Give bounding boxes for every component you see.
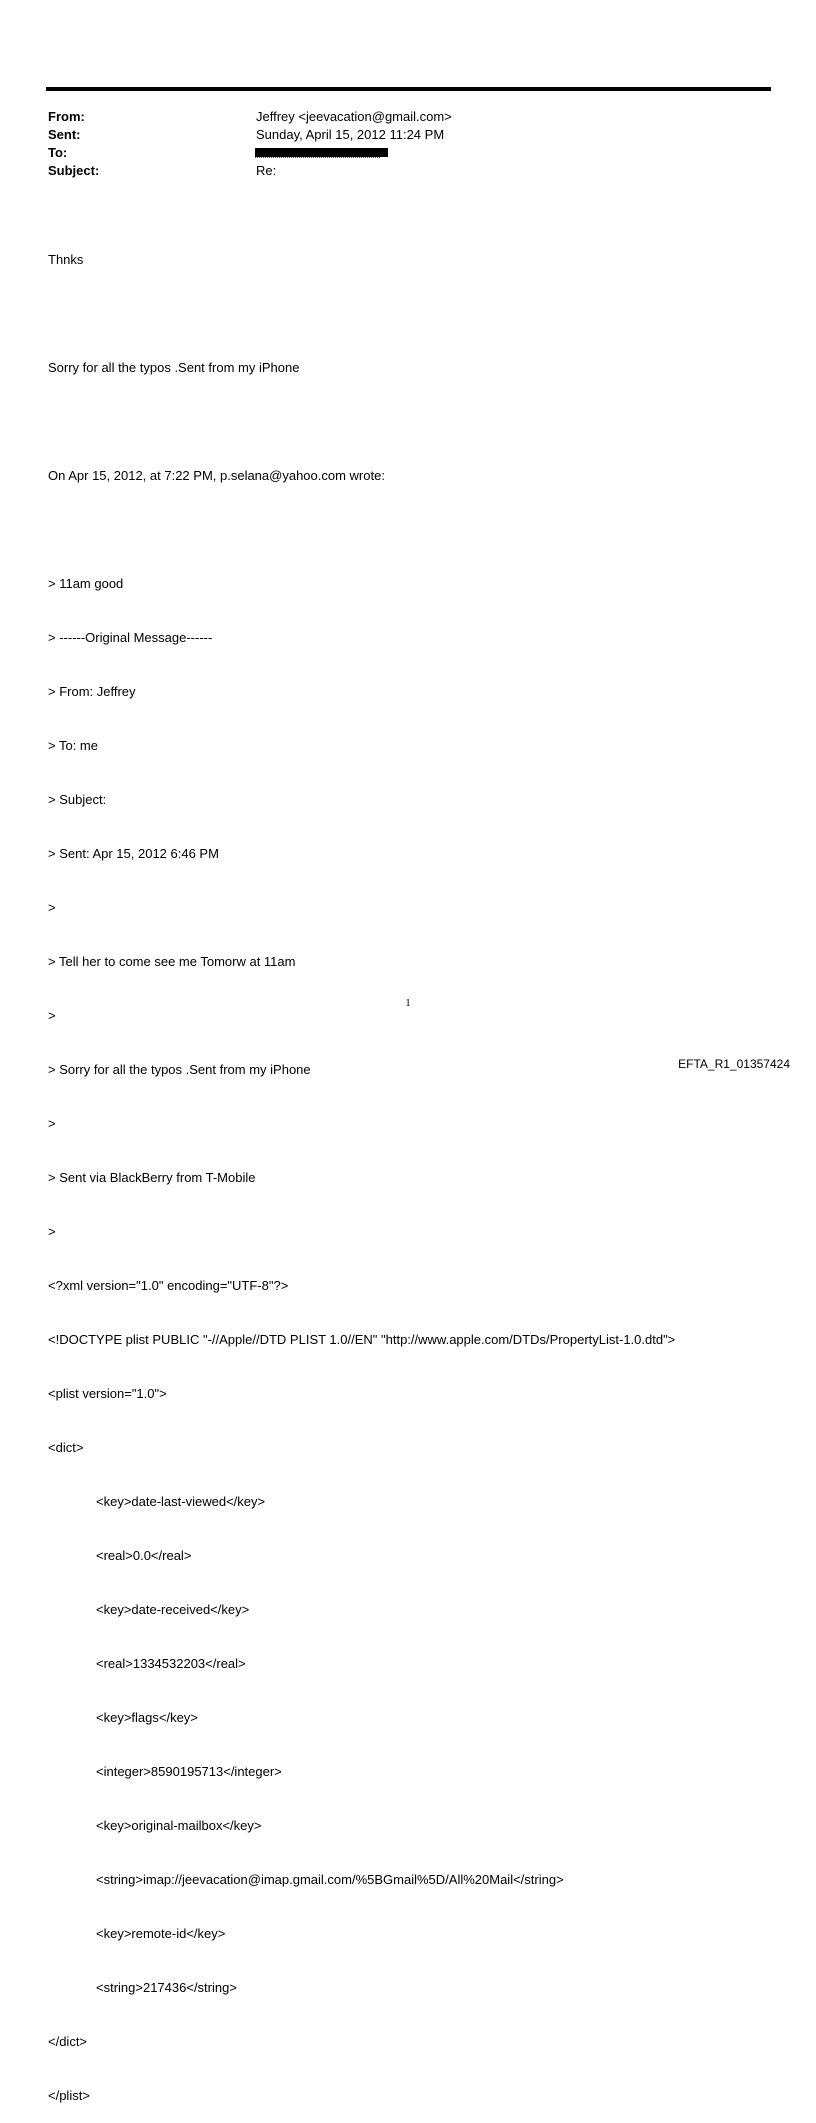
xml-line: <key>date-received</key> [96, 1602, 250, 1617]
email-body [48, 215, 675, 2123]
body-line: Thnks [48, 252, 84, 267]
xml-line: <dict> [48, 1440, 84, 1455]
subject-label: Subject: [48, 163, 100, 178]
xml-line: </dict> [48, 2034, 88, 2049]
xml-line: <key>remote-id</key> [96, 1926, 226, 1941]
xml-line: <key>original-mailbox</key> [96, 1818, 262, 1833]
top-divider [46, 87, 771, 91]
body-line [48, 521, 675, 539]
quoted-line: > [48, 1008, 56, 1023]
body-line [48, 413, 675, 431]
quoted-line: > Subject: [48, 792, 107, 807]
quoted-line: > [48, 900, 56, 915]
xml-line: <string>imap://jeevacation@imap.gmail.com/%5BGmail%5D/All%20Mail</string> [96, 1872, 564, 1887]
body-line: On Apr 15, 2012, at 7:22 PM, p.selana@yahoo.com wrote: [48, 468, 385, 483]
xml-line: <!DOCTYPE plist PUBLIC "-//Apple//DTD PLIST 1.0//EN" "http://www.apple.com/DTDs/PropertyList-1.0.dtd"> [48, 1332, 676, 1347]
quoted-line: > ------Original Message------ [48, 630, 213, 645]
from-label: From: [48, 109, 85, 124]
to-redaction [255, 148, 388, 157]
from-value: Jeffrey <jeevacation@gmail.com> [256, 109, 452, 124]
to-redaction-residue [255, 157, 380, 161]
quoted-line: > [48, 1224, 56, 1239]
quoted-line: > 11am good [48, 576, 124, 591]
quoted-line: > Sent via BlackBerry from T-Mobile [48, 1170, 256, 1185]
xml-line: <key>flags</key> [96, 1710, 198, 1725]
page-number: 1 [405, 997, 411, 1009]
sent-label: Sent: [48, 127, 81, 142]
subject-value: Re: [256, 163, 277, 178]
xml-line: <plist version="1.0"> [48, 1386, 167, 1401]
xml-line: <key>date-last-viewed</key> [96, 1494, 266, 1509]
xml-line: <string>217436</string> [96, 1980, 237, 1995]
quoted-line: > Sent: Apr 15, 2012 6:46 PM [48, 846, 219, 861]
quoted-line: > [48, 1116, 56, 1131]
body-line [48, 305, 675, 323]
quoted-line: > Sorry for all the typos .Sent from my iPhone [48, 1062, 311, 1077]
xml-line: </plist> [48, 2088, 90, 2103]
sent-value: Sunday, April 15, 2012 11:24 PM [256, 127, 445, 142]
to-label: To: [48, 145, 68, 160]
xml-line: <real>0.0</real> [96, 1548, 192, 1563]
xml-line: <?xml version="1.0" encoding="UTF-8"?> [48, 1278, 289, 1293]
quoted-line: > To: me [48, 738, 98, 753]
xml-line: <integer>8590195713</integer> [96, 1764, 282, 1779]
quoted-line: > Tell her to come see me Tomorw at 11am [48, 954, 296, 969]
bates-number: EFTA_R1_01357424 [678, 1057, 790, 1071]
xml-line: <real>1334532203</real> [96, 1656, 246, 1671]
quoted-line: > From: Jeffrey [48, 684, 136, 699]
body-line: Sorry for all the typos .Sent from my iPhone [48, 360, 300, 375]
